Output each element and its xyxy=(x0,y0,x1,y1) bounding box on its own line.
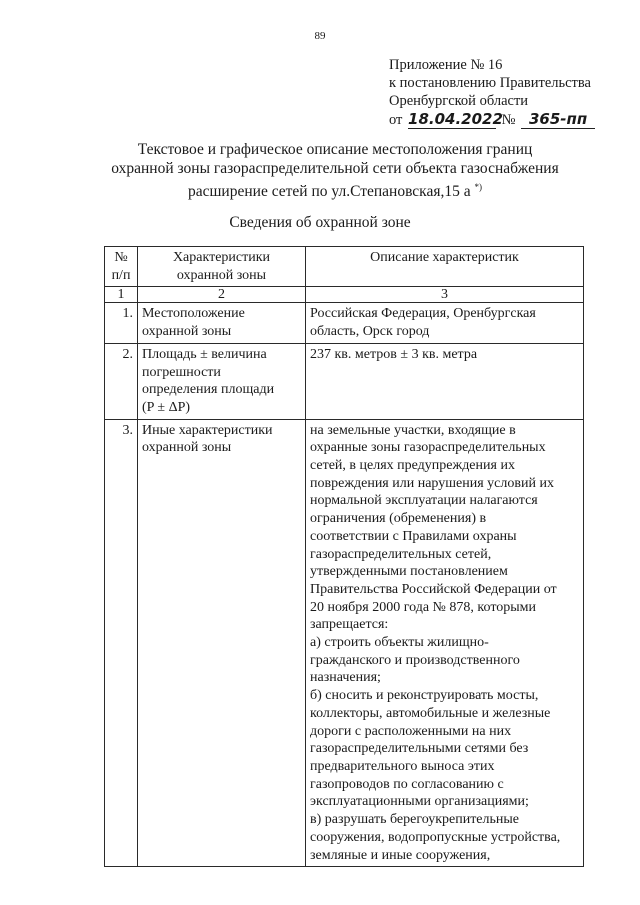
header-characteristics xyxy=(138,247,306,287)
section-title: Сведения об охранной зоне xyxy=(229,214,411,231)
handwritten-number: 365-пп xyxy=(521,110,595,129)
header-char-line-2: охранной зоны xyxy=(176,267,267,283)
desc-line: сетей, в целях предупреждения их xyxy=(310,458,515,474)
appendix-line-1: Приложение № 16 xyxy=(389,57,503,73)
appendix-line-3: Оренбургской области xyxy=(389,93,529,109)
appendix-date-line xyxy=(389,110,595,129)
index-cell: 3 xyxy=(306,287,584,303)
desc-line: газораспределительных сетей, xyxy=(310,546,492,562)
desc-line: утвержденными постановлением xyxy=(310,564,508,580)
index-cell: 2 xyxy=(138,287,306,303)
char-line: определения площади xyxy=(142,382,275,398)
appendix-line-2: к постановлению Правительства xyxy=(389,75,591,91)
desc-line: назначения; xyxy=(310,670,381,686)
row-description xyxy=(306,419,584,867)
desc-line: эксплуатационными организациями; xyxy=(310,794,529,810)
desc-line: 20 ноября 2000 года № 878, которыми xyxy=(310,599,537,615)
char-line: Иные характеристики xyxy=(142,422,273,438)
desc-line: на земельные участки, входящие в xyxy=(310,422,516,438)
row-characteristic xyxy=(138,419,306,867)
desc-line: а) строить объекты жилищно- xyxy=(310,635,489,651)
zone-info-table xyxy=(104,246,584,867)
table-header-row xyxy=(105,247,584,287)
row-description xyxy=(306,303,584,343)
row-number: 2. xyxy=(105,343,138,419)
table-index-row xyxy=(105,287,584,303)
desc-line: в) разрушать берегоукрепительные xyxy=(310,812,520,828)
desc-line: коллекторы, автомобильные и железные xyxy=(310,705,551,721)
desc-line: Правительства Российской Федерации от xyxy=(310,581,557,597)
header-desc-text: Описание характеристик xyxy=(370,250,519,265)
header-description xyxy=(306,247,584,287)
header-num xyxy=(105,247,138,287)
index-cell: 1 xyxy=(105,287,138,303)
desc-line: Российская Федерация, Оренбургская xyxy=(310,306,536,322)
desc-line: газопроводов по согласованию с xyxy=(310,776,504,792)
row-number: 3. xyxy=(105,419,138,867)
row-description xyxy=(306,343,584,419)
char-line: (P ± ΔP) xyxy=(142,399,191,415)
number-prefix: № xyxy=(501,112,516,128)
desc-line: повреждения или нарушения условий их xyxy=(310,475,554,491)
page-number: 89 xyxy=(314,30,326,42)
desc-line: б) сносить и реконструировать мосты, xyxy=(310,688,539,704)
desc-line: запрещается: xyxy=(310,617,389,633)
date-prefix: от xyxy=(389,112,403,128)
char-line: Местоположение xyxy=(142,306,245,322)
desc-line: сооружения, водопропускные устройства, xyxy=(310,829,561,845)
title-line-3-text: расширение сетей по ул.Степановская,15 а xyxy=(187,183,471,201)
desc-line: ограничения (обременения) в xyxy=(310,511,487,527)
char-line: охранной зоны xyxy=(142,324,232,340)
row-characteristic xyxy=(138,343,306,419)
header-num-line-2: п/п xyxy=(111,267,131,283)
desc-line: охранные зоны газораспределительных xyxy=(310,440,546,456)
footnote-mark: *) xyxy=(474,182,482,192)
desc-line: соответствии с Правилами охраны xyxy=(310,528,517,544)
document-title xyxy=(100,140,570,201)
row-number: 1. xyxy=(105,303,138,343)
table-row xyxy=(105,419,584,867)
desc-line: дороги с расположенными на них xyxy=(310,723,512,739)
title-line-1: Текстовое и графическое описание местоположения границ xyxy=(137,141,533,158)
header-char-line-1: Характеристики xyxy=(172,250,271,265)
desc-line: 237 кв. метров ± 3 кв. метра xyxy=(310,346,478,362)
table-row xyxy=(105,343,584,419)
title-line-3 xyxy=(100,178,570,201)
table-row xyxy=(105,303,584,343)
desc-line: гражданского и производственного xyxy=(310,652,520,668)
char-line: охранной зоны xyxy=(142,440,232,456)
title-line-2: охранной зоны газораспределительной сети объекта газоснабжения xyxy=(111,160,559,177)
appendix-block xyxy=(389,56,595,129)
desc-line: нормальной эксплуатации налагаются xyxy=(310,493,538,509)
header-num-line-1: № xyxy=(114,250,128,265)
desc-line: газораспределительными сетями без xyxy=(310,741,529,757)
desc-line: предварительного выноса этих xyxy=(310,758,495,774)
handwritten-date: 18.04.2022 xyxy=(408,110,503,128)
row-characteristic xyxy=(138,303,306,343)
desc-line: область, Орск город xyxy=(310,324,430,340)
desc-line: земляные и иные сооружения, xyxy=(310,847,491,863)
char-line: Площадь ± величина xyxy=(142,346,267,362)
char-line: погрешности xyxy=(142,364,221,380)
